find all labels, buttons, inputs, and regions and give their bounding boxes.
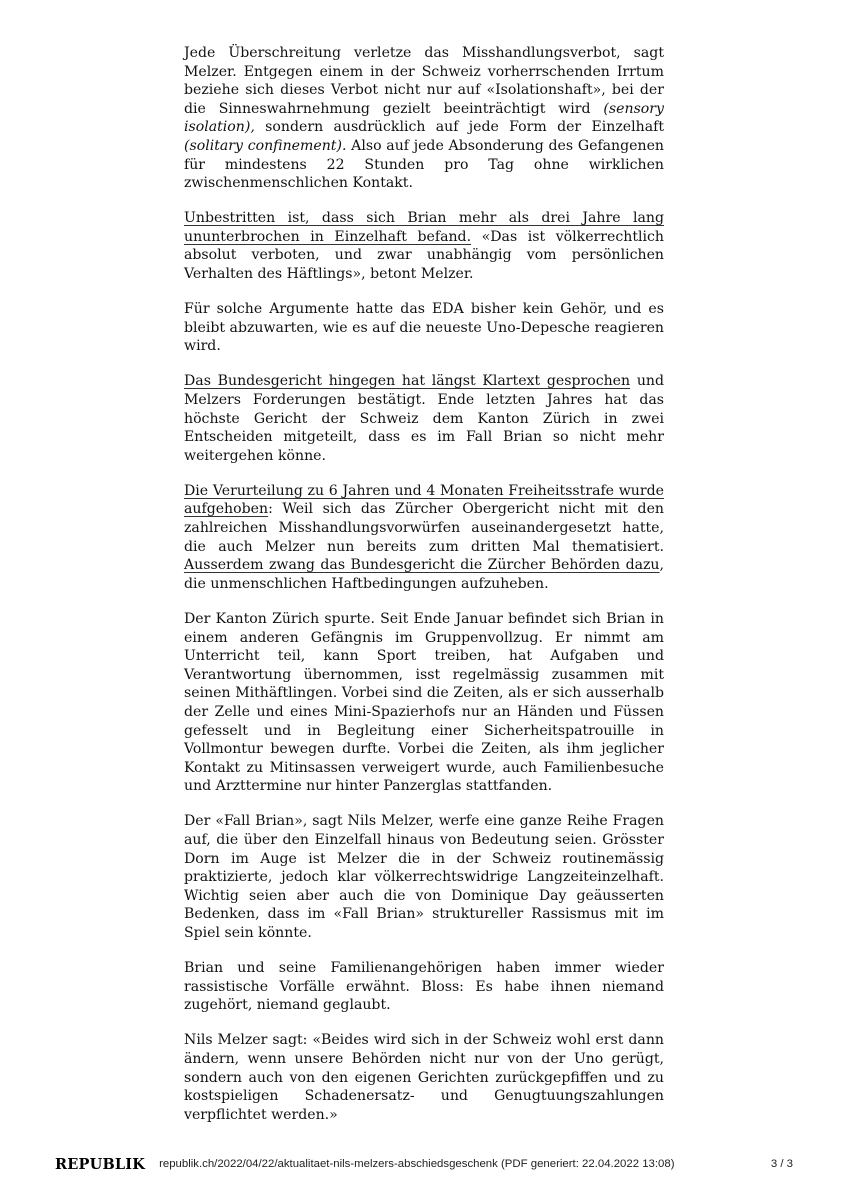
source-url: republik.ch/2022/04/22/aktualitaet-nils-melzers-abschiedsgeschenk (PDF generiert: 22.04.2022 13:08) (159, 1158, 675, 1170)
paragraph-rassismus: Brian und seine Familienangehörigen haben immer wieder rassistische Vorfälle erwähnt. Bloss: Es habe ihnen niemand zugehört, niemand geglaubt. (184, 960, 664, 1014)
paragraph-melzer-zitat: Nils Melzer sagt: «Beides wird sich in der Schweiz wohl erst dann ändern, wenn unsere Behörden nicht nur von der Uno gerügt, sondern auch von den eigenen Gerichten zurückgepfiffen und zu kostspieligen Schadenersatz- und Genugtuungszahlungen verpflichtet werden.» (184, 1032, 664, 1123)
paragraph-kanton-zuerich: Der Kanton Zürich spurte. Seit Ende Januar befindet sich Brian in einem anderen Gefängnis im Gruppenvollzug. Er nimmt am Unterricht teil, kann Sport treiben, hat Aufgaben und Verantwortung übernommen, isst regelmässig zusammen mit seinen Mithäftlingen. Vorbei sind die Zeiten, als er sich ausserhalb der Zelle und eines Mini-Spazierhofs nur an Händen und Füssen gefesselt und in Begleitung einer Sicherheitspatrouille in Vollmontur bewegen durfte. Vorbei die Zeiten, als ihm jeglicher Kontakt zu Mitinsassen verweigert wurde, auch Familienbesuche und Arzttermine nur hinter Panzerglas stattfanden. (184, 610, 664, 795)
paragraph-bundesgericht (184, 372, 664, 465)
paragraph-fall-brian: Der «Fall Brian», sagt Nils Melzer, werfe eine ganze Reihe Fragen auf, die über den Einzelfall hinaus von Bedeutung seien. Grösster Dorn im Auge ist Melzer die in der Schweiz routinemässig praktizierte, jedoch klar völkerrechtswidrige Langzeiteinzelhaft. Wichtig seien aber auch die von Dominique Day geäusserten Bedenken, dass im «Fall Brian» struktureller Rassismus mit im Spiel sein könnte. (184, 813, 664, 941)
page-footer (55, 1153, 793, 1175)
link-haftbedingungen[interactable]: Ausserdem zwang das Bundesgericht die Zürcher Behörden dazu (184, 557, 660, 574)
republik-logo: REPUBLIK (55, 1155, 146, 1173)
paragraph-unbestritten (184, 209, 664, 283)
link-bundesgericht-klartext[interactable]: Das Bundesgericht hingegen hat längst Klartext gesprochen (184, 373, 631, 390)
term-sensory-isolation: (sensory isolation), (184, 100, 664, 136)
link-verurteilung-aufgehoben[interactable]: Die Verurteilung zu 6 Jahren und 4 Monaten Freiheitsstrafe wurde aufgehoben (184, 482, 664, 518)
paragraph-einzelhaft-definition (184, 44, 664, 193)
text: , die unmenschlichen Haftbedingungen aufzuheben. (184, 557, 664, 592)
text: und Melzers Forderungen bestätigt. Ende letzten Jahres hat das höchste Gericht der Schweiz dem Kanton Zürich in zwei Entscheiden mitgeteilt, dass es im Fall Brian so nicht mehr weitergehen könne. (184, 373, 664, 464)
page-number: 3 / 3 (770, 1158, 793, 1170)
paragraph-eda: Für solche Argumente hatte das EDA bisher kein Gehör, und es bleibt abzuwarten, wie es auf die neueste Uno-Depesche reagieren wird. (184, 301, 664, 355)
text: Also auf jede Absonderung des Gefangenen für mindestens 22 Stunden pro Tag ohne wirklichen zwischenmenschlichen Kontakt. (184, 137, 664, 192)
text: : Weil sich das Zürcher Obergericht nicht mit den zahlreichen Misshandlungsvorwürfen auseinandergesetzt hatte, die auch Melzer nun bereits zum dritten Mal thematisiert. (184, 501, 664, 555)
article-body (184, 44, 664, 1141)
term-solitary-confinement: (solitary confinement). (184, 137, 347, 154)
text: Jede Überschreitung verletze das Misshandlungsverbot, sagt Melzer. Entgegen einem in der Schweiz vorherrschenden Irrtum beziehe sich dieses Verbot nicht nur auf «Isolationshaft», bei der die Sinneswahrnehmung gezielt beeinträchtigt wird (184, 45, 664, 117)
paragraph-verurteilung (184, 482, 664, 594)
text: sondern ausdrücklich auf jede Form der Einzelhaft (254, 119, 664, 136)
text: «Das ist völkerrechtlich absolut verboten, und zwar unabhängig vom persönlichen Verhalten des Häftlings», betont Melzer. (184, 228, 664, 283)
link-einzelhaft-drei-jahre[interactable]: Unbestritten ist, dass sich Brian mehr als drei Jahre lang ununterbrochen in Einzelhaft befand. (184, 210, 664, 245)
